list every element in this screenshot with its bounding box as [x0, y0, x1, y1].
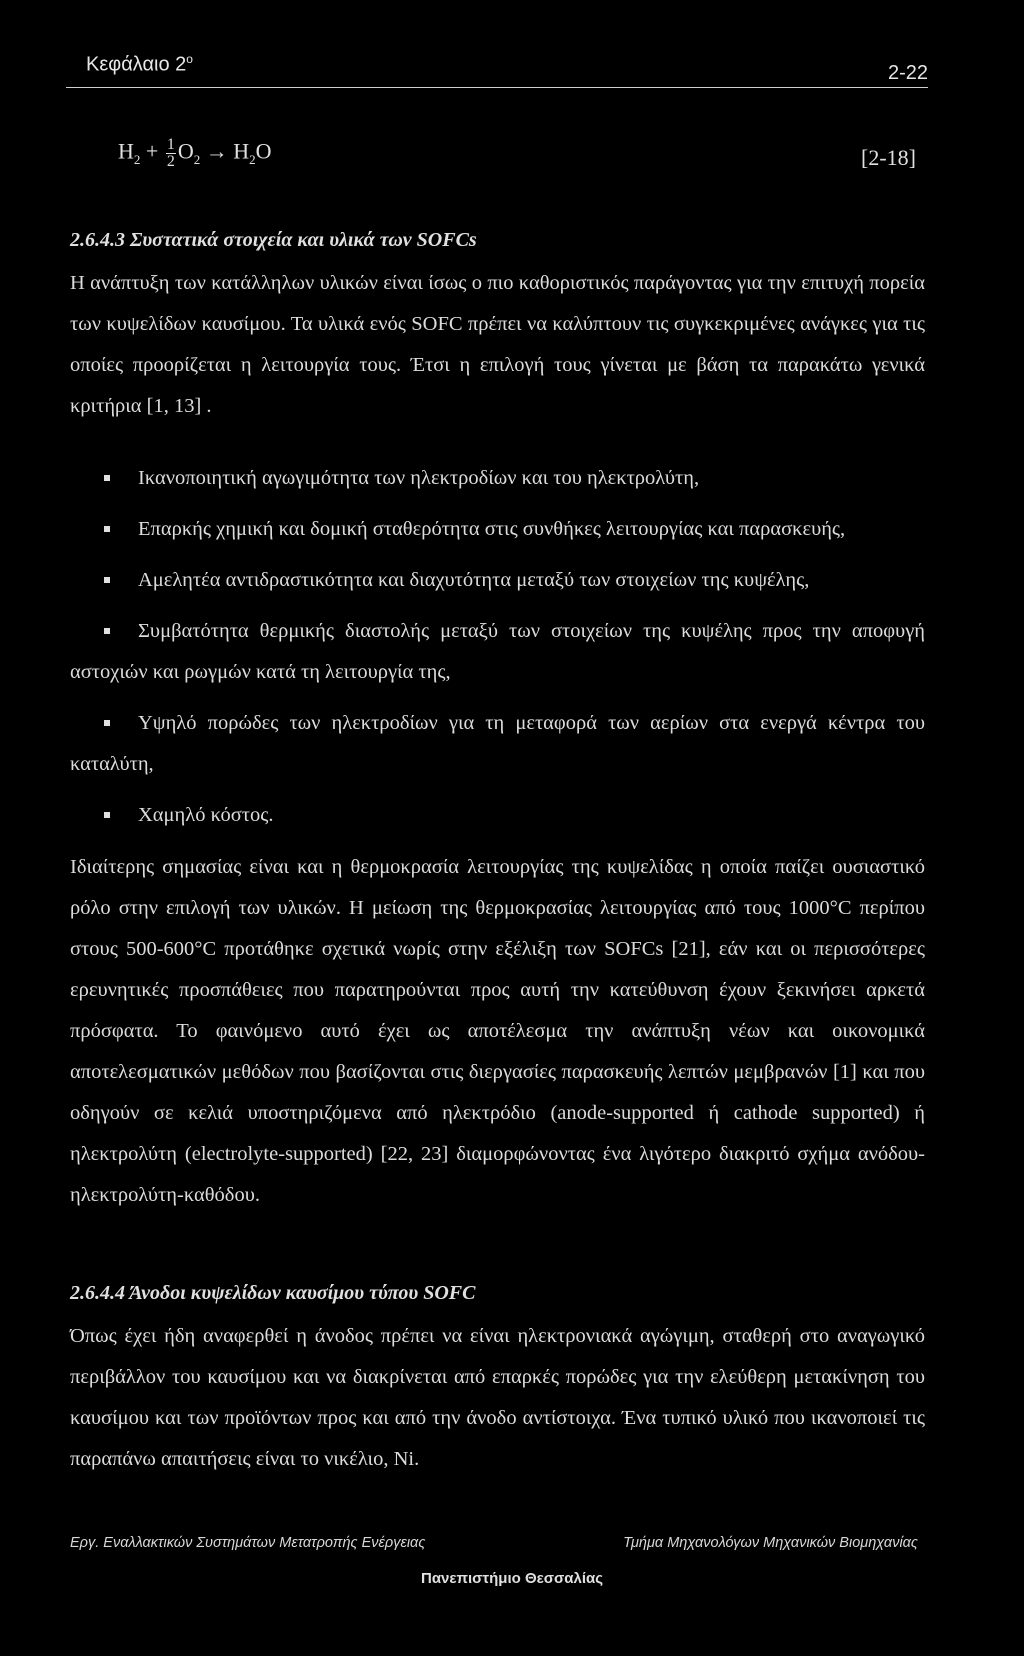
eq-plus: +: [145, 138, 159, 164]
footer-department: Τμήμα Μηχανολόγων Μηχανικών Βιομηχανίας: [623, 1535, 918, 1551]
intro-paragraph: Η ανάπτυξη των κατάλληλων υλικών είναι ίσως ο πιο καθοριστικός παράγοντας για την επιτυχή πορεία των κυψελίδων καυσίμου. Τα υλικά ενός SOFC πρέπει να καλύπτουν τις συγκεκριμένες ανάγκες για τις οποίες προορίζεται η λειτουργία τους. Έτσι η επιλογή τους γίνεται με βάση τα παρακάτω γενικά κριτήρια [1, 13] .: [70, 272, 925, 417]
bullet-square-icon: [104, 577, 110, 583]
chapter-text: Κεφάλαιο 2: [86, 53, 187, 76]
list-item: [70, 795, 925, 836]
section-number: 2.6.4.4: [70, 1282, 125, 1304]
chapter-label: [86, 52, 193, 77]
eq-fraction-denominator: 2: [166, 153, 175, 170]
bullet-square-icon: [104, 628, 110, 634]
section-number: 2.6.4.3: [70, 229, 125, 251]
eq-h2o-h: H: [233, 138, 250, 164]
eq-o2: O: [177, 138, 194, 164]
bullet-square-icon: [104, 720, 110, 726]
eq-h2-sub: 2: [133, 151, 141, 167]
eq-h2o-sub: 2: [249, 151, 256, 167]
list-item-text: Ικανοποιητική αγωγιμότητα των ηλεκτροδίων και του ηλεκτρολύτη,: [138, 467, 700, 489]
section-title: Άνοδοι κυψελίδων καυσίμου τύπου SOFC: [129, 1282, 476, 1304]
equation-number: [2-18]: [861, 145, 916, 170]
list-item: [70, 703, 925, 785]
footer-lab: Εργ. Εναλλακτικών Συστημάτων Μετατροπής Ενέργειας: [70, 1535, 426, 1551]
list-item: [70, 458, 925, 499]
eq-arrow: →: [205, 138, 228, 164]
list-item-text: Επαρκής χημική και δομική σταθερότητα στις συνθήκες λειτουργίας και παρασκευής,: [138, 518, 846, 540]
list-item: [70, 509, 925, 550]
eq-fraction: [166, 137, 176, 170]
section-heading-sofc-anodes: [70, 1282, 475, 1305]
bullet-square-icon: [104, 526, 110, 532]
criteria-list: [70, 458, 925, 846]
eq-h2: H: [118, 138, 134, 164]
list-item-text: Αμελητέα αντιδραστικότητα και διαχυτότητα μεταξύ των στοιχείων της κυψέλης,: [138, 569, 810, 591]
chapter-superscript: ο: [186, 52, 193, 66]
bullet-square-icon: [104, 812, 110, 818]
temperature-paragraph: Ιδιαίτερης σημασίας είναι και η θερμοκρασία λειτουργίας της κυψελίδας η οποία παίζει ουσιαστικό ρόλο στην επιλογή των υλικών. Η μείωση της θερμοκρασίας λειτουργίας από τους 1000°C περίπου στους 500-600°C προτάθηκε σχετικά νωρίς στην εξέλιξη των SOFCs [21], εάν και οι περισσότερες ερευνητικές προσπάθειες που παρατηρούνται προς αυτή την κατεύθυνση έχουν ξεκινήσει αρκετά πρόσφατα. Το φαινόμενο αυτό έχει ως αποτέλεσμα την ανάπτυξη νέων και οικονομικά αποτελεσματικών μεθόδων που βασίζονται στις διεργασίες παρασκευής λεπτών μεμβρανών [1] και που οδηγούν σε κελιά υποστηριζόμενα από ηλεκτρόδιο (anode-supported ή cathode supported) ή ηλεκτρολύτη (electrolyte-supported) [22, 23] διαμορφώνοντας ένα λιγότερο διακριτό σχήμα ανόδου-ηλεκτρολύτη-καθόδου.: [70, 856, 925, 1206]
header-rule: [66, 87, 928, 88]
list-item: [70, 560, 925, 601]
footer-university: Πανεπιστήμιο Θεσσαλίας: [420, 1570, 604, 1587]
eq-o2-sub: 2: [193, 151, 201, 167]
bullet-square-icon: [104, 475, 110, 481]
list-item-text: Συμβατότητα θερμικής διαστολής μεταξύ των στοιχείων της κυψέλης προς την αποφυγή αστοχιών και ρωγμών κατά τη λειτουργία της,: [70, 620, 925, 683]
anode-paragraph: Όπως έχει ήδη αναφερθεί η άνοδος πρέπει να είναι ηλεκτρονιακά αγώγιμη, σταθερή στο αναγωγικό περιβάλλον του καυσίμου και να διακρίνεται από επαρκές πορώδες για την ελεύθερη μετακίνηση του καυσίμου και των προϊόντων προς και από την άνοδο αντίστοιχα. Ένα τυπικό υλικό που ικανοποιεί τις παραπάνω απαιτήσεις είναι το νικέλιο, Ni.: [70, 1325, 925, 1470]
section-heading-sofc-materials: [70, 229, 477, 252]
section-title: Συστατικά στοιχεία και υλικά των SOFCs: [130, 229, 477, 251]
chemical-equation: [118, 137, 271, 170]
list-item-text: Χαμηλό κόστος.: [138, 804, 274, 826]
list-item: [70, 611, 925, 693]
eq-h2o-o: O: [255, 138, 272, 164]
list-item-text: Υψηλό πορώδες των ηλεκτροδίων για τη μεταφορά των αερίων στα ενεργά κέντρα του καταλύτη,: [70, 712, 925, 775]
page-number: 2-22: [887, 62, 928, 84]
eq-fraction-numerator: 1: [166, 136, 175, 153]
